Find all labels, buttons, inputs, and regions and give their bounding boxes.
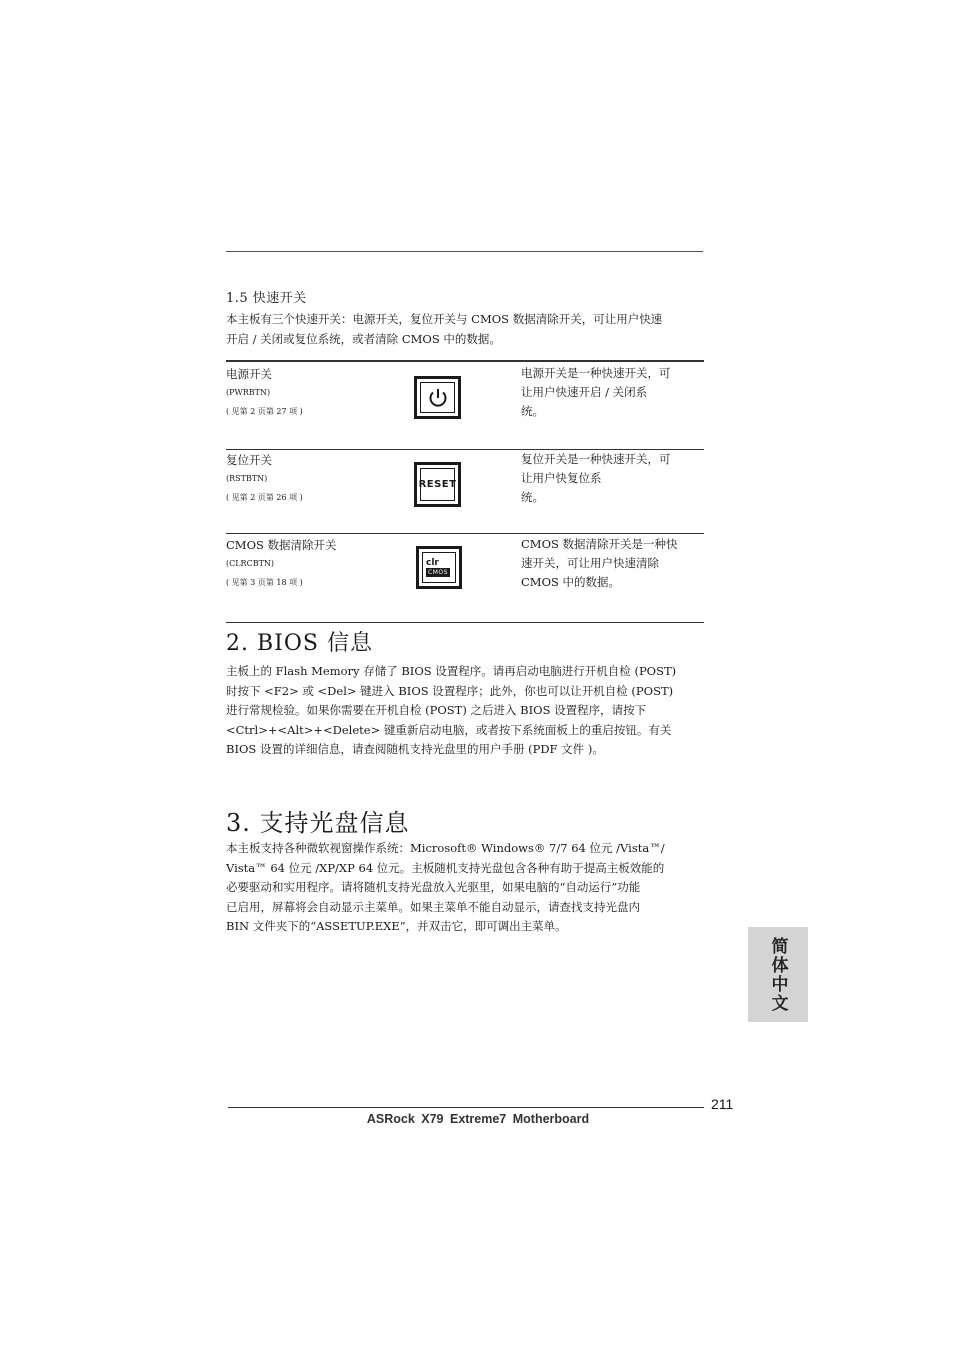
switch-description — [521, 364, 696, 421]
bios-line: 进行常规检验。如果你需要在开机自检 (POST) 之后进入 BIOS 设置程序，请按下 — [226, 703, 647, 717]
language-tab-label: 简体中文 — [767, 936, 788, 1013]
desc-line: CMOS 中的数据。 — [521, 575, 621, 589]
reset-icon — [414, 462, 461, 507]
clear-cmos-icon-bottom-label: CMOS — [428, 568, 448, 576]
switch-reference: ( 见第 2 页第 26 项 ) — [226, 493, 303, 502]
footer-divider — [228, 1107, 704, 1108]
section-title: 1.5 快速开关 — [226, 291, 307, 306]
bios-heading: 2. BIOS 信息 — [226, 631, 373, 656]
support-cd-heading: 3. 支持光盘信息 — [226, 809, 410, 837]
desc-line: 复位开关是一种快速开关，可 — [521, 452, 671, 466]
desc-line: 统。 — [521, 404, 544, 418]
switch-title: 电源开关 — [226, 367, 272, 381]
clear-cmos-icon-top-label: clr — [426, 557, 439, 568]
switch-title: 复位开关 — [226, 453, 272, 467]
desc-line: 电源开关是一种快速开关，可 — [521, 366, 671, 380]
switch-description — [521, 535, 696, 592]
desc-line: 让用户快速开启 / 关闭系 — [521, 385, 648, 399]
cd-line: BIN 文件夹下的“ASSETUP.EXE”，并双击它，即可调出主菜单。 — [226, 919, 567, 933]
intro-line: 开启 / 关闭或复位系统，或者清除 CMOS 中的数据。 — [226, 332, 501, 346]
reset-icon-label: RESET — [418, 479, 457, 490]
desc-line: 让用户快复位系 — [521, 471, 602, 485]
switch-reference: ( 见第 2 页第 27 项 ) — [226, 407, 303, 416]
bios-line: 时按下 <F2> 或 <Del> 键进入 BIOS 设置程序；此外，你也可以让开机自检 (POST) — [226, 683, 674, 698]
bios-line: 主板上的 Flash Memory 存储了 BIOS 设置程序。请再启动电脑进行开机自检 (POST) — [226, 664, 677, 678]
desc-line: CMOS 数据清除开关是一种快 — [521, 537, 678, 551]
clear-cmos-icon — [416, 546, 462, 589]
footer-product-name: ASRock X79 Extreme7 Motherboard — [366, 1112, 590, 1126]
table-bottom-rule — [226, 622, 704, 623]
cd-line: 本主板支持各种微软视窗操作系统：Microsoft® Windows® 7/7 64 位元 /Vista™/ — [226, 841, 665, 855]
switch-description — [521, 450, 696, 507]
page-number: 211 — [711, 1096, 734, 1112]
power-icon — [414, 376, 461, 419]
switch-code: (RSTBTN) — [226, 474, 268, 483]
bios-line: <Ctrl>+<Alt>+<Delete> 键重新启动电脑，或者按下系统面板上的重启按钮。有关 — [226, 722, 672, 737]
table-row-divider — [226, 533, 704, 534]
support-cd-paragraph — [226, 839, 706, 937]
desc-line: 速开关，可让用户快速清除 — [521, 556, 659, 570]
cd-line: 必要驱动和实用程序。请将随机支持光盘放入光驱里，如果电脑的“自动运行”功能 — [226, 880, 641, 894]
switch-title: CMOS 数据清除开关 — [226, 538, 337, 552]
switch-code: (CLRCBTN) — [226, 559, 275, 568]
section-intro — [226, 309, 706, 349]
table-top-rule — [226, 360, 704, 362]
language-tab — [748, 927, 808, 1022]
switch-reference: ( 见第 3 页第 18 项 ) — [226, 578, 303, 587]
desc-line: 统。 — [521, 490, 544, 504]
bios-line: BIOS 设置的详细信息，请查阅随机支持光盘里的用户手册 (PDF 文件 )。 — [226, 742, 604, 756]
top-divider — [226, 251, 703, 252]
cd-line: Vista™ 64 位元 /XP/XP 64 位元。主板随机支持光盘包含各种有助于提高主板效能的 — [226, 860, 665, 875]
bios-paragraph — [226, 662, 706, 760]
intro-line: 本主板有三个快速开关：电源开关，复位开关与 CMOS 数据清除开关，可让用户快速 — [226, 312, 663, 326]
cd-line: 已启用，屏幕将会自动显示主菜单。如果主菜单不能自动显示，请查找支持光盘内 — [226, 899, 640, 914]
switch-code: (PWRBTN) — [226, 388, 271, 397]
